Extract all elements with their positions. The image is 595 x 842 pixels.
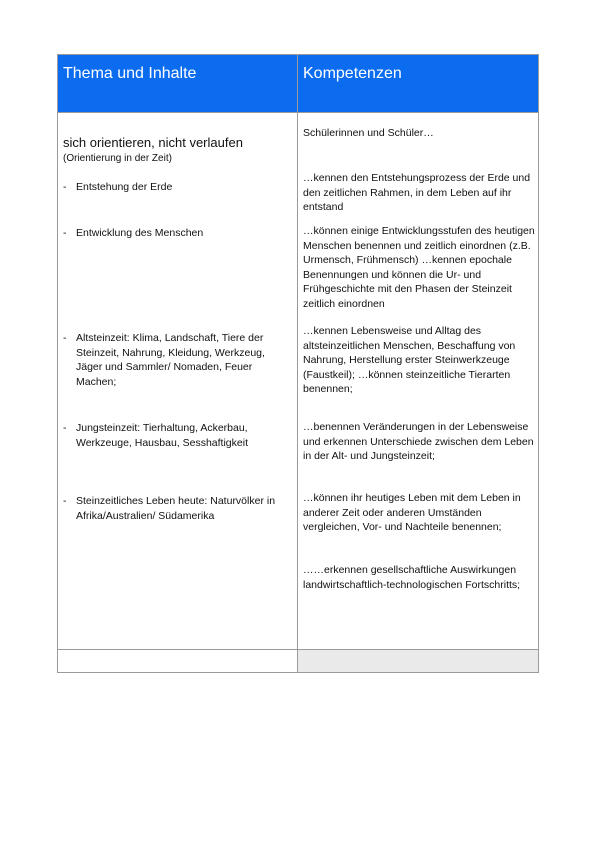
- bullet-dash: -: [63, 422, 67, 434]
- competency-paragraph: …können einige Entwicklungsstufen des heutigen Menschen benennen und zeitlich einordnen (z.B. Urmensch, Frühmensch) …kennen epochale Benennungen und können die Ur- und Frühgeschichte mit den Phasen der Steinzeit zeitlich einordnen: [303, 225, 535, 310]
- section-subtitle: (Orientierung in der Zeit): [63, 153, 172, 164]
- column-divider: [297, 55, 298, 672]
- bullet-dash: -: [63, 495, 67, 507]
- list-item-text: Steinzeitliches Leben heute: Naturvölker in Afrika/Australien/ Südamerika: [76, 495, 276, 522]
- table-header: [58, 55, 538, 112]
- list-item: [63, 180, 291, 195]
- list-item: [63, 494, 291, 523]
- section-title: sich orientieren, nicht verlaufen: [63, 135, 243, 150]
- header-competencies: Kompetenzen: [303, 65, 402, 82]
- list-item-text: Altsteinzeit: Klima, Landschaft, Tiere der Steinzeit, Nahrung, Kleidung, Werkzeug, Jäger und Sammler/ Nomaden, Feuer Machen;: [76, 332, 265, 388]
- competency-intro: Schülerinnen und Schüler…: [303, 127, 434, 139]
- competency-paragraph: ……erkennen gesellschaftliche Auswirkungen landwirtschaftlich-technologischen Fortschritts;: [303, 564, 521, 591]
- list-item: [63, 331, 291, 389]
- list-item-text: Entstehung der Erde: [76, 181, 173, 193]
- competency-paragraph: …kennen den Entstehungsprozess der Erde und den zeitlichen Rahmen, in dem Leben auf ihr entstand: [303, 172, 531, 213]
- list-item-text: Entwicklung des Menschen: [76, 227, 204, 239]
- list-item: [63, 421, 291, 450]
- header-divider: [58, 112, 538, 113]
- header-topic: Thema und Inhalte: [63, 65, 197, 82]
- bullet-dash: -: [63, 181, 67, 193]
- competency-paragraph: …können ihr heutiges Leben mit dem Leben in anderer Zeit oder anderen Umständen vergleichen, Vor- und Nachteile benennen;: [303, 492, 521, 533]
- list-item-text: Jungsteinzeit: Tierhaltung, Ackerbau, Werkzeuge, Hausbau, Sesshaftigkeit: [76, 422, 248, 449]
- list-item: [63, 226, 291, 241]
- competency-paragraph: …kennen Lebensweise und Alltag des altsteinzeitlichen Menschen, Beschaffung von Nahrung, Herstellung erster Steinwerkzeuge (Faustkeil); …können steinzeitliche Tierarten benennen;: [303, 325, 516, 395]
- footer-cell-shaded: [298, 650, 538, 672]
- bullet-dash: -: [63, 332, 67, 344]
- bullet-dash: -: [63, 227, 67, 239]
- curriculum-table: [57, 54, 539, 673]
- competency-paragraph: …benennen Veränderungen in der Lebensweise und erkennen Unterschiede zwischen dem Leben in der Alt- und Jungsteinzeit;: [303, 421, 534, 462]
